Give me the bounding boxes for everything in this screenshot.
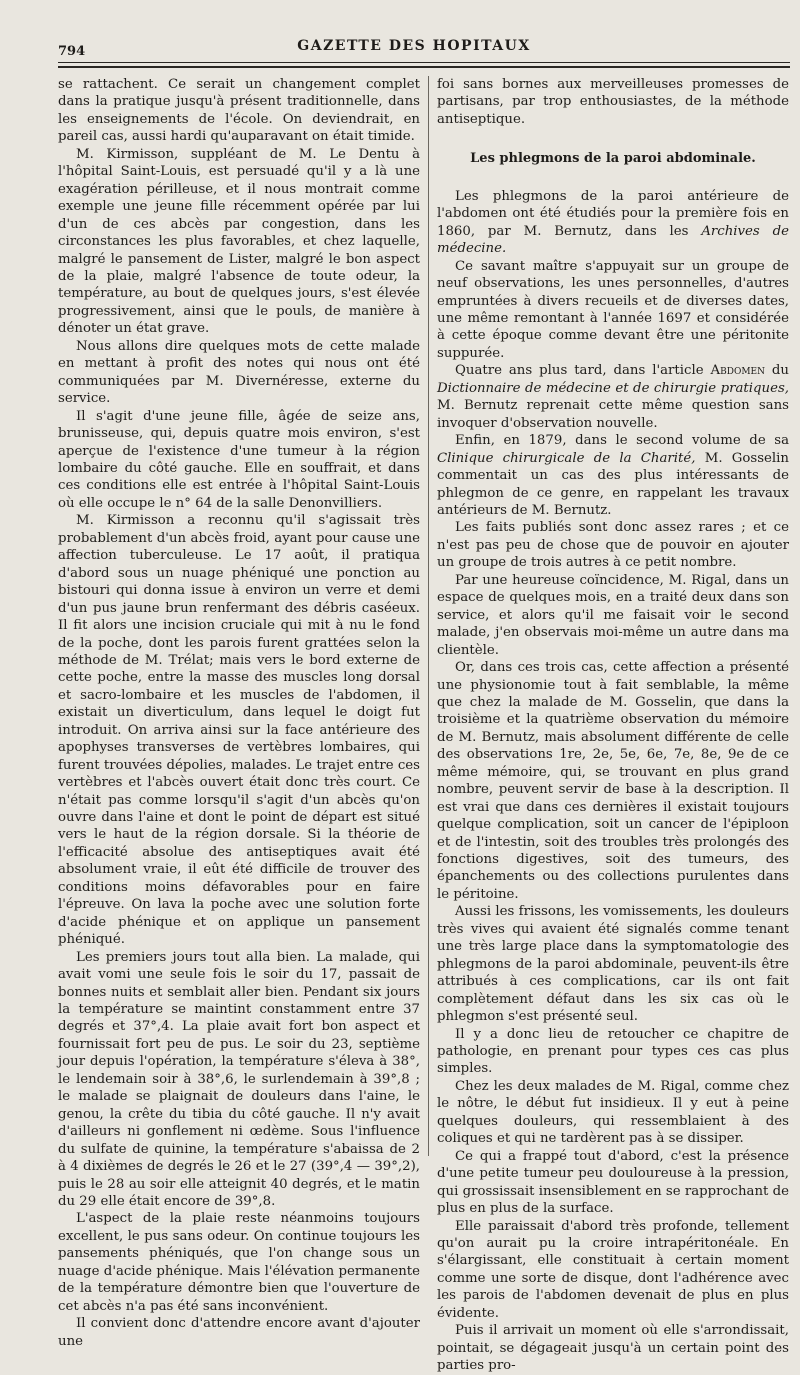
paragraph: Or, dans ces trois cas, cette affection a présenté une physionomie tout à fait semblable, la même que chez la malade de M. Gosselin, que dans la troisième et la quatrième observation du mémoire de M. Bernutz, mais absolument différente de celle des observations 1re, 2e, 5e, 6e, 7e, 8e, 9e de ce même mémoire, qui, se trouvant en plus grand nombre, peuvent servir de base à la description. Il est vrai que dans ces dernières il existait toujours quelque complication, soit un cancer de l'épiploon et de l'intestin, soit des troubles très prolongés des fonctions digestives, soit des tumeurs, des épanchements ou des collections purulentes dans le péritoine. [437, 660, 789, 902]
left-column [58, 76, 420, 1350]
page-number: 794 [58, 44, 86, 59]
text: Quatre ans plus tard, dans l'article [455, 363, 711, 379]
paragraph [437, 188, 789, 258]
paragraph [437, 362, 789, 432]
paragraph: Aussi les frissons, les vomissements, les douleurs très vives qui avaient été signalés comme tenant une très large place dans la symptomatologie des phlegmons de la paroi abdominale, peuvent-ils être attribués à ces complications, car ils ont fait complètement défaut dans les six cas où le phlegmon s'est présenté seul. [437, 904, 789, 1025]
text: Enfin, en 1879, dans le second volume de sa [455, 433, 789, 449]
paragraph: M. Kirmisson a reconnu qu'il s'agissait très probablement d'un abcès froid, ayant pour cause une affection tuberculeuse. Le 17 août, il pratiqua d'abord sous un nuage phéniqué une ponction au bistouri qui donna issue à environ un verre et demi d'un pus jaune brun renfermant des débris caséeux. Il fit alors une incision cruciale qui mit à nu le fond de la poche, dont les parois furent grattées selon la méthode de M. Trélat; mais vers le bord externe de cette poche, entre la masse des muscles long dorsal et sacro-lombaire et les muscles de l'abdomen, il existait un diverticulum, dans lequel le doigt fut introduit. On arriva ainsi sur la face antérieure des apophyses transverses de vertèbres lombaires, qui furent trouvées dépolies, malades. Le trajet entre ces vertèbres et l'abcès ouvert était donc très court. Ce n'était pas comme lorsqu'il s'agit d'un abcès qu'on ouvre dans l'aine et dont le point de départ est situé vers le haut de la région dorsale. Si la théorie de l'efficacité absolue des antiseptiques avait été absolument vraie, il eût été difficile de trouver des conditions moins défavorables pour en faire l'épreuve. On lava la poche avec une solution forte d'acide phénique et on applique un pansement phéniqué. [58, 513, 420, 948]
book-reference: Clinique chirurgicale de la Charité, [437, 450, 696, 466]
paragraph: Nous allons dire quelques mots de cette malade en mettant à profit des notes qui nous ont été communiquées par M. Divernéresse, externe du service. [58, 338, 420, 407]
paragraph: M. Kirmisson, suppléant de M. Le Dentu à l'hôpital Saint-Louis, est persuadé qu'il y a là une exagération périlleuse, et il nous montrait comme exemple une jeune fille récemment opérée par lui d'un de ces abcès par congestion, dans les circonstances les plus favorables, et chez laquelle, malgré le pansement de Lister, malgré le bon aspect de la plaie, malgré l'absence de toute odeur, la température, au bout de quelques jours, s'est élevée progressivement, ainsi que le pouls, de manière à dénoter un état grave. [58, 146, 420, 337]
paragraph: Chez les deux malades de M. Rigal, comme chez le nôtre, le début fut insidieux. Il y eut à peine quelques douleurs, qui ressemblaient à des coliques et qui ne tardèrent pas à se dissiper. [437, 1078, 789, 1147]
text: Les phlegmons de la paroi antérieure de l'abdomen ont été étudiés pour la première fois en 1860, par M. Bernutz, dans les [437, 188, 789, 239]
journal-reference: Archives de médecine. [437, 223, 789, 257]
text: M. Gosselin commentait un cas des plus intéressants de phlegmon de ce genre, en rappelant les travaux antérieurs de M. Bernutz. [437, 450, 789, 518]
paragraph: Par une heureuse coïncidence, M. Rigal, dans un espace de quelques mois, en a traité deux dans son service, et alors qu'il me faisait voir le second malade, j'en observais moi-même un autre dans ma clientèle. [437, 572, 789, 658]
paragraph: foi sans bornes aux merveilleuses promesses de partisans, par trop enthousiastes, de la méthode antiseptique. [437, 77, 789, 127]
text: du [765, 363, 789, 379]
paragraph: Il s'agit d'une jeune fille, âgée de seize ans, brunisseuse, qui, depuis quatre mois environ, s'est aperçue de l'existence d'une tumeur à la région lombaire du côté gauche. Elle en souffrait, et dans ces conditions elle est entrée à l'hôpital Saint-Louis où elle occupe le n° 64 de la salle Denonvilliers. [58, 408, 420, 511]
paragraph: Les faits publiés sont donc assez rares ; et ce n'est pas peu de chose que de pouvoir en ajouter un groupe de trois autres à ce petit nombre. [437, 520, 789, 571]
paragraph: Les premiers jours tout alla bien. La malade, qui avait vomi une seule fois le soir du 17, passait de bonnes nuits et semblait aller bien. Pendant six jours la température se maintint constamment entre 37 degrés et 37°,4. La plaie avait fort bon aspect et fournissait fort peu de pus. Le soir du 23, septième jour depuis l'opération, la température s'éleva à 38°, le lendemain soir à 38°,6, le surlendemain à 39°,8 ; le malade se plaignait de douleurs dans l'aine, le genou, la crête du tibia du côté gauche. Il n'y avait d'ailleurs ni gonflement ni œdème. Sous l'influence du sulfate de quinine, la température s'abaissa de 2 à 4 dixièmes de degrés le 26 et le 27 (39°,4 — 39°,2), puis le 28 au soir elle atteignit 40 degrés, et le matin du 29 elle était encore de 39°,8. [58, 949, 420, 1209]
section-title: Les phlegmons de la paroi abdominale. [470, 151, 756, 167]
paragraph: Ce savant maître s'appuyait sur un groupe de neuf observations, les unes personnelles, d'autres empruntées à divers recueils et de diverses dates, une même remontant à l'année 1697 et considérée à cette époque comme devant être une péritonite suppurée. [437, 258, 789, 361]
right-column [437, 76, 789, 1375]
column-divider [428, 76, 429, 1156]
text: M. Bernutz reprenait cette même question sans invoquer d'observation nouvelle. [437, 398, 789, 431]
header-rule-thin [58, 62, 790, 63]
paragraph [437, 432, 789, 519]
paragraph: Il y a donc lieu de retoucher ce chapitre de pathologie, en prenant pour types ces cas plus simples. [437, 1026, 789, 1077]
paragraph: Ce qui a frappé tout d'abord, c'est la présence d'une petite tumeur peu douloureuse à la pression, qui grossissait insensiblement en se rapprochant de plus en plus de la surface. [437, 1148, 789, 1217]
paragraph: L'aspect de la plaie reste néanmoins toujours excellent, le pus sans odeur. On continue toujours les pansements phéniqués, que l'on change sous un nuage d'acide phénique. Mais l'élévation permanente de la température démontre bien que l'ouverture de cet abcès n'a pas été sans inconvénient. [58, 1211, 420, 1314]
page-header [58, 36, 770, 58]
dictionary-reference: Dictionnaire de médecine et de chirurgie pratiques, [437, 380, 789, 396]
paragraph: Elle paraissait d'abord très profonde, tellement qu'on aurait pu la croire intrapéritonéale. En s'élargissant, elle constituait à certain moment comme une sorte de disque, dont l'adhérence avec les parois de l'abdomen devenait de plus en plus évidente. [437, 1218, 789, 1321]
header-rule-thick [58, 66, 790, 68]
paragraph: Puis il arrivait un moment où elle s'arrondissait, pointait, se dégageait jusqu'à un certain point des parties pro- [437, 1323, 789, 1374]
paragraph: se rattachent. Ce serait un changement complet dans la pratique jusqu'à présent traditionnelle, dans les enseignements de l'école. On deviendrait, en pareil cas, aussi hardi qu'auparavant on était timide. [58, 77, 420, 145]
journal-title: GAZETTE DES HOPITAUX [297, 38, 531, 54]
paragraph: Il convient donc d'attendre encore avant d'ajouter une [58, 1316, 420, 1349]
article-name: Abdomen [710, 363, 765, 379]
